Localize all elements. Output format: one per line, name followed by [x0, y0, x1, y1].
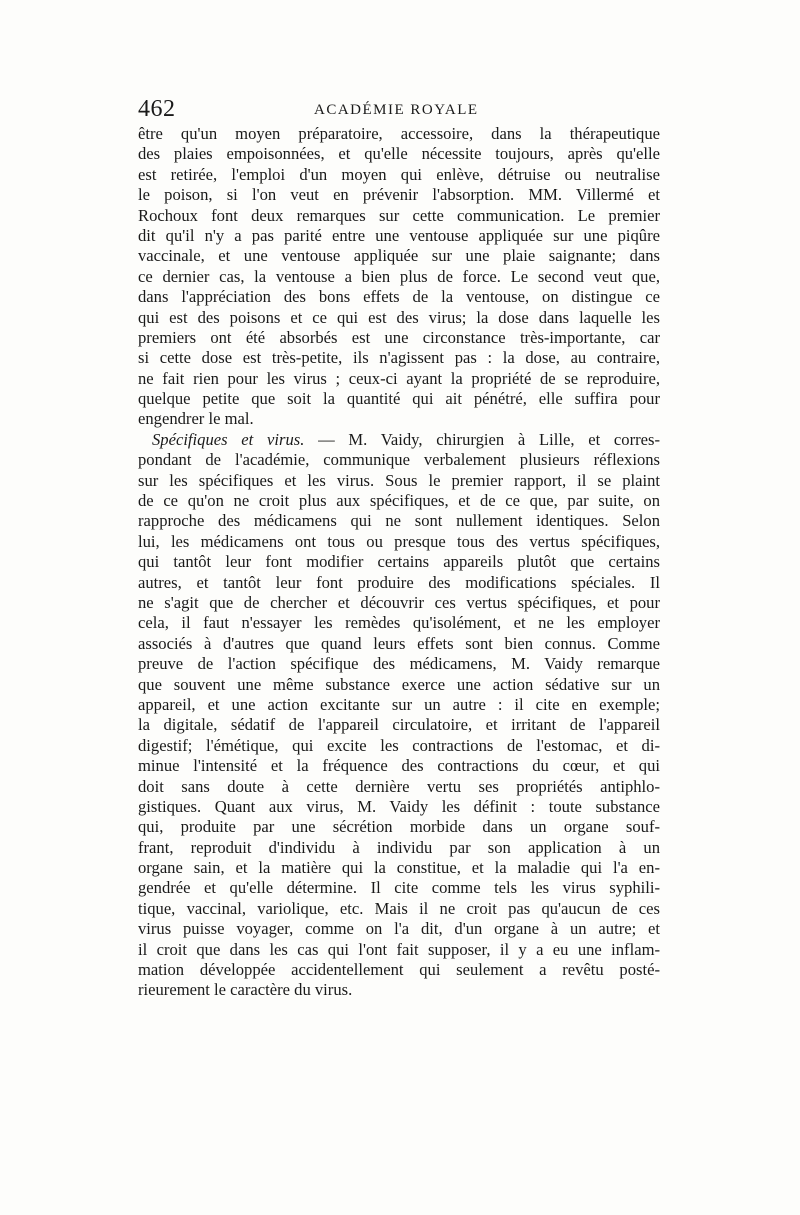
text-line: dit qu'il n'y a pas parité entre une ventouse appliquée sur une piqûre	[138, 225, 660, 245]
text-line: appareil, et une action excitante sur un autre : il cite en exemple;	[138, 694, 660, 714]
text-line: la digitale, sédatif de l'appareil circulatoire, et irritant de l'appareil	[138, 715, 660, 735]
text-line: qui, produite par une sécrétion morbide dans un organe souf-	[138, 817, 660, 837]
section-title: Spécifiques et virus.	[152, 429, 305, 449]
text-line: virus puisse voyager, comme on l'a dit, d'un organe à un autre; et	[138, 919, 660, 939]
running-head: ACADÉMIE ROYALE	[314, 102, 479, 118]
text-line: minue l'intensité et la fréquence des contractions du cœur, et qui	[138, 756, 660, 776]
text-line: associés à d'autres que quand leurs effets sont bien connus. Comme	[138, 633, 660, 653]
text-line: ce dernier cas, la ventouse a bien plus de force. Le second veut que,	[138, 266, 660, 286]
text-line: digestif; l'émétique, qui excite les contractions de l'estomac, et di-	[138, 735, 660, 755]
text-line: qui tantôt leur font modifier certains appareils plutôt que certains	[138, 552, 660, 572]
paragraph-1	[138, 124, 660, 430]
text-line: tique, vaccinal, variolique, etc. Mais il ne croit pas qu'aucun de ces	[138, 898, 660, 918]
text-line: ne fait rien pour les virus ; ceux-ci ayant la propriété de se reproduire,	[138, 368, 660, 388]
paragraph-2	[138, 430, 660, 1001]
text-line: que souvent une même substance exerce une action sédative sur un	[138, 674, 660, 694]
text-line: gistiques. Quant aux virus, M. Vaidy les définit : toute substance	[138, 796, 660, 816]
text-line: autres, et tantôt leur font produire des modifications spéciales. Il	[138, 572, 660, 592]
text-line: preuve de l'action spécifique des médicamens, M. Vaidy remarque	[138, 654, 660, 674]
text-line: mation développée accidentellement qui seulement a revêtu posté-	[138, 960, 660, 980]
text-line: des plaies empoisonnées, et qu'elle nécessite toujours, après qu'elle	[138, 144, 660, 164]
paragraph-2-first-line	[138, 430, 660, 450]
text-line: est retirée, l'emploi d'un moyen qui enlève, détruise ou neutralise	[138, 164, 660, 184]
text-line: doit sans doute à cette dernière vertu ses propriétés antiphlo-	[138, 776, 660, 796]
text-line: de ce qu'on ne croit plus aux spécifiques, et de ce que, par suite, on	[138, 491, 660, 511]
page-number: 462	[138, 96, 176, 122]
text-line: gendrée et qu'elle détermine. Il cite comme tels les virus syphili-	[138, 878, 660, 898]
text-line: ne s'agit que de chercher et découvrir ces vertus spécifiques, et pour	[138, 592, 660, 612]
text-line: rieurement le caractère du virus.	[138, 980, 353, 1000]
text-line: dans l'appréciation des bons effets de la ventouse, on distingue ce	[138, 287, 660, 307]
text-line: cela, il faut n'essayer les remèdes qu'isolément, et ne les employer	[138, 613, 660, 633]
paragraph-2-first-line-rest: — M. Vaidy, chirurgien à Lille, et corres-	[304, 429, 660, 449]
text-line: si cette dose est très-petite, ils n'agissent pas : la dose, au contraire,	[138, 348, 660, 368]
text-line: engendrer le mal.	[138, 409, 254, 429]
body-text	[138, 124, 660, 1001]
page-header	[138, 94, 668, 124]
text-line: Rochoux font deux remarques sur cette communication. Le premier	[138, 205, 660, 225]
text-line: rapproche des médicamens qui ne sont nullement identiques. Selon	[138, 511, 660, 531]
text-line: lui, les médicamens ont tous ou presque tous des vertus spécifiques,	[138, 531, 660, 551]
text-line: être qu'un moyen préparatoire, accessoire, dans la thérapeutique	[138, 124, 660, 143]
text-line: frant, reproduit d'individu à individu par son application à un	[138, 837, 660, 857]
text-line: vaccinale, et une ventouse appliquée sur une plaie saignante; dans	[138, 246, 660, 266]
text-line: sur les spécifiques et les virus. Sous le premier rapport, il se plaint	[138, 470, 660, 490]
text-line: quelque petite que soit la quantité qui ait pénétré, elle suffira pour	[138, 389, 660, 409]
text-line: organe sain, et la matière qui la constitue, et la maladie qui l'a en-	[138, 858, 660, 878]
text-line: premiers ont été absorbés est une circonstance très-importante, car	[138, 327, 660, 347]
text-line: il croit que dans les cas qui l'ont fait supposer, il y a eu une inflam-	[138, 939, 660, 959]
text-line: le poison, si l'on veut en prévenir l'absorption. MM. Villermé et	[138, 185, 660, 205]
text-line: pondant de l'académie, communique verbalement plusieurs réflexions	[138, 450, 660, 470]
text-line: qui est des poisons et ce qui est des virus; la dose dans laquelle les	[138, 307, 660, 327]
